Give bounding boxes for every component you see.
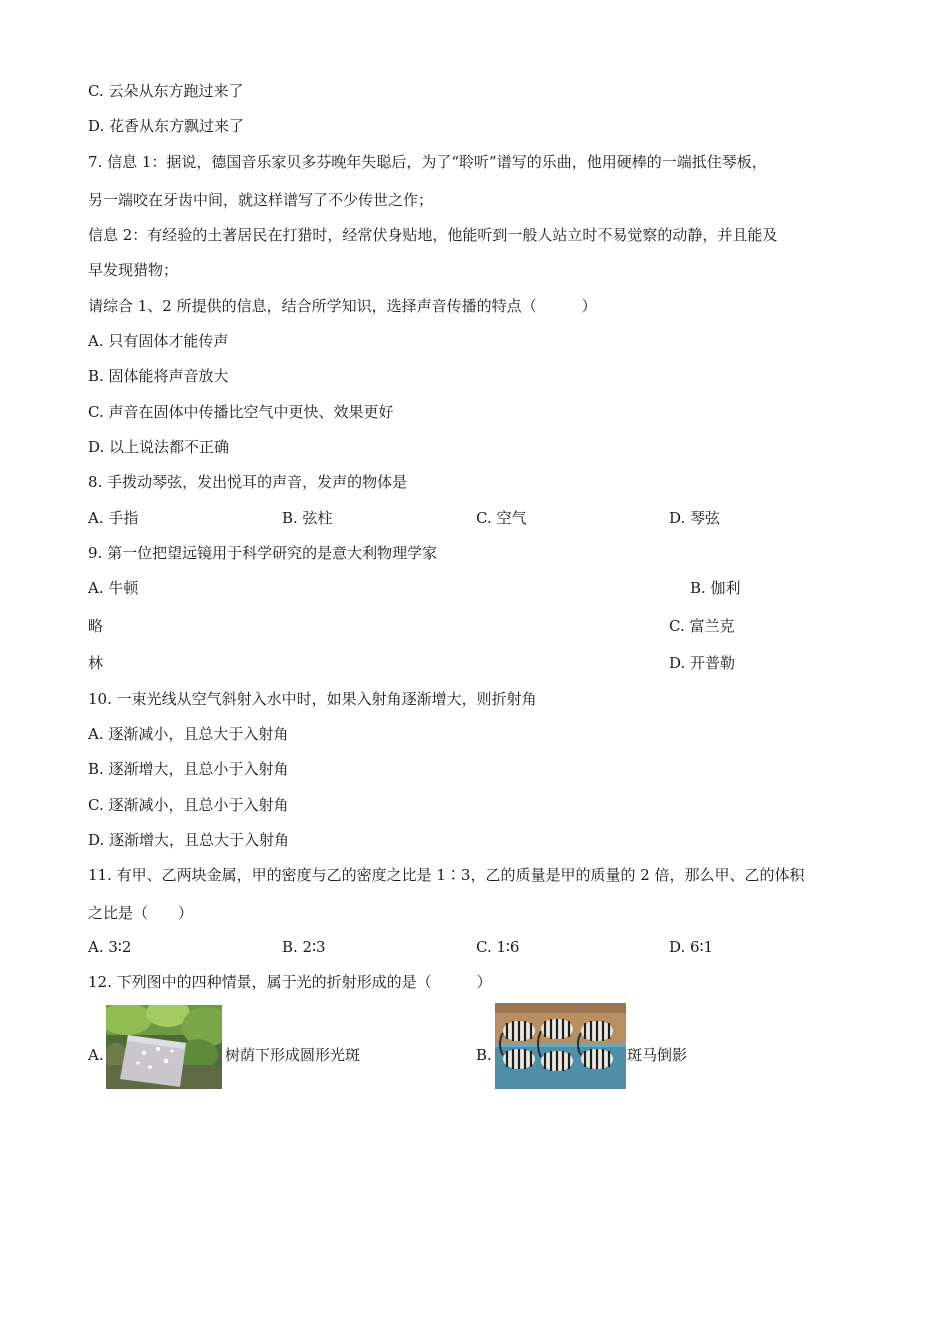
question-11-option-b: B. 2∶3 bbox=[282, 938, 326, 956]
option-d-flower: D. 花香从东方飘过来了 bbox=[88, 117, 245, 135]
question-7-option-b: B. 固体能将声音放大 bbox=[88, 367, 229, 385]
zebra-reflection-image bbox=[495, 1003, 626, 1089]
question-8-option-c: C. 空气 bbox=[476, 509, 527, 527]
question-11-line-2: 之比是（ ） bbox=[88, 904, 194, 922]
question-7-line-2: 另一端咬在牙齿中间，就这样谱写了不少传世之作； bbox=[88, 191, 434, 209]
question-10: 10. 一束光线从空气斜射入水中时，如果入射角逐渐增大，则折射角 bbox=[88, 690, 537, 708]
question-11-option-a: A. 3∶2 bbox=[88, 938, 132, 956]
question-8-option-a: A. 手指 bbox=[88, 509, 139, 527]
question-10-option-c: C. 逐渐减小，且总小于入射角 bbox=[88, 796, 289, 814]
question-9-wrap-2: 林 bbox=[88, 654, 104, 672]
question-9-option-c: C. 富兰克 bbox=[669, 617, 735, 635]
question-7-prompt: 请综合 1、2 所提供的信息，结合所学知识，选择声音传播的特点（ ） bbox=[88, 297, 597, 315]
question-11-option-c: C. 1∶6 bbox=[476, 938, 520, 956]
tree-shade-light-spots-image bbox=[106, 1005, 222, 1089]
question-12-option-a-letter: A. bbox=[88, 1046, 104, 1064]
question-9-option-a: A. 牛顿 bbox=[88, 579, 139, 597]
question-10-option-b: B. 逐渐增大，且总小于入射角 bbox=[88, 760, 289, 778]
question-11-line-1: 11. 有甲、乙两块金属，甲的密度与乙的密度之比是 1∶3，乙的质量是甲的质量的 2 倍，那么甲、乙的体积 bbox=[88, 866, 805, 884]
question-7-option-d: D. 以上说法都不正确 bbox=[88, 438, 230, 456]
question-8: 8. 手拨动琴弦，发出悦耳的声音，发声的物体是 bbox=[88, 473, 408, 491]
question-11-option-d: D. 6∶1 bbox=[669, 938, 714, 956]
question-7-line-3: 信息 2：有经验的土著居民在打猎时，经常伏身贴地，他能听到一般人站立时不易觉察的动静，并且能及 bbox=[88, 226, 778, 244]
question-9-option-d: D. 开普勒 bbox=[669, 654, 736, 672]
question-9: 9. 第一位把望远镜用于科学研究的是意大利物理学家 bbox=[88, 544, 438, 562]
question-7-option-c: C. 声音在固体中传播比空气中更快、效果更好 bbox=[88, 403, 394, 421]
question-8-option-d: D. 琴弦 bbox=[669, 509, 721, 527]
question-7-line-4: 早发现猎物； bbox=[88, 261, 179, 279]
question-7-line-1: 7. 信息 1：据说，德国音乐家贝多芬晚年失聪后，为了“聆听”谱写的乐曲，他用硬棒的一端抵住琴板， bbox=[88, 153, 767, 171]
question-12-option-b-caption: 斑马倒影 bbox=[627, 1046, 688, 1064]
question-9-wrap-1: 略 bbox=[88, 617, 104, 635]
question-12-option-a-caption: 树荫下形成圆形光斑 bbox=[225, 1046, 361, 1064]
question-12-option-b-letter: B. bbox=[476, 1046, 492, 1064]
question-7-option-a: A. 只有固体才能传声 bbox=[88, 332, 229, 350]
question-12: 12. 下列图中的四种情景，属于光的折射形成的是（ ） bbox=[88, 973, 492, 991]
question-10-option-a: A. 逐渐减小，且总大于入射角 bbox=[88, 725, 289, 743]
question-8-option-b: B. 弦柱 bbox=[282, 509, 333, 527]
option-c-cloud: C. 云朵从东方跑过来了 bbox=[88, 82, 244, 100]
question-9-option-b: B. 伽利 bbox=[690, 579, 741, 597]
question-10-option-d: D. 逐渐增大，且总大于入射角 bbox=[88, 831, 290, 849]
